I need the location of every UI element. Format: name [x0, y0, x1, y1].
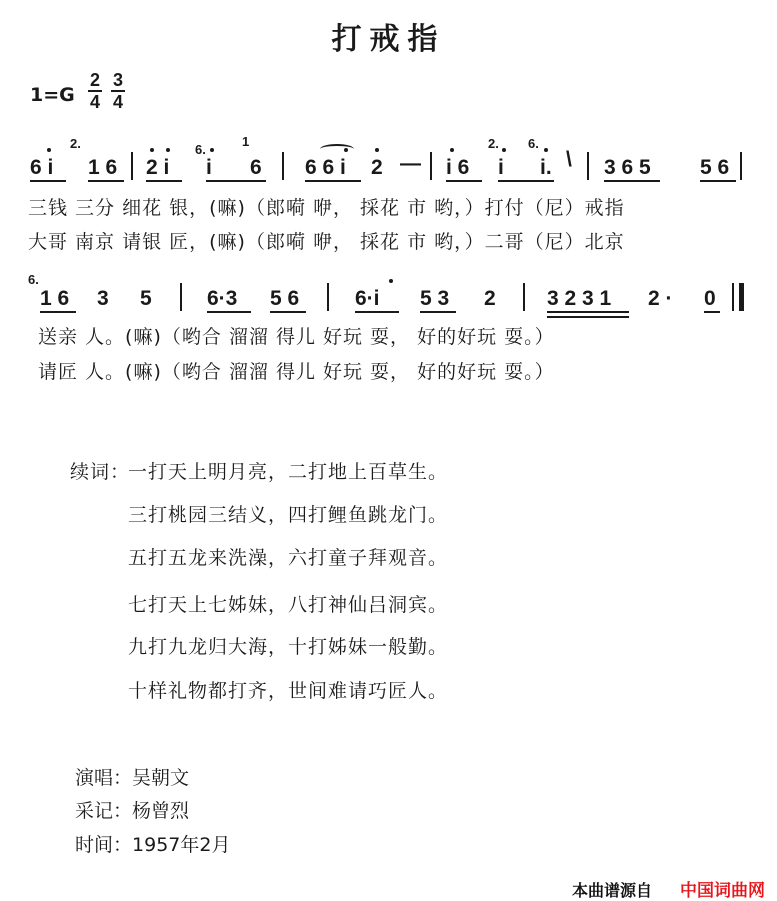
underline	[704, 311, 720, 313]
verse-line: 九打九龙归大海，十打姊妹一般勤。	[128, 636, 449, 658]
underline	[146, 180, 182, 182]
note-group: 6·i	[355, 287, 380, 310]
credit-label: 时间：	[75, 834, 133, 856]
note: i	[498, 156, 504, 179]
underline	[498, 180, 554, 182]
credit-singer	[75, 763, 189, 790]
credit-value: 杨曾烈	[132, 800, 190, 822]
time-signature-3-4	[111, 70, 125, 112]
underline	[355, 311, 399, 313]
grace-note: 6.	[195, 142, 206, 157]
note-group: 6 i	[30, 156, 54, 179]
note: i	[206, 156, 212, 179]
barline	[327, 283, 329, 311]
time-signature-2-4	[88, 70, 102, 112]
note-group: 1 6	[40, 287, 70, 310]
note-group: 3 6 5	[604, 156, 651, 179]
note: i.	[540, 156, 552, 179]
barline	[523, 283, 525, 311]
credit-value: 吴朝文	[132, 767, 190, 789]
verse-line: 七打天上七姊妹，八打神仙吕洞宾。	[128, 594, 449, 616]
note-group: 1 6	[88, 156, 118, 179]
note-group: 3 2 3 1	[547, 287, 612, 310]
underline	[40, 311, 76, 313]
barline	[180, 283, 182, 311]
lyrics-line-1: 三钱 三分 细花 银，(嘛)（郎嗬 咿， 採花 市 哟，）打付（尼）戒指	[28, 197, 625, 219]
barline	[587, 152, 589, 180]
note: 0	[704, 287, 716, 310]
verse-line: 一打天上明月亮，二打地上百草生。	[128, 461, 449, 483]
verses-label: 续词：	[70, 461, 131, 483]
lyrics-line-2: 请匠 人。(嘛)（哟合 溜溜 得儿 好玩 耍， 好的好玩 耍。）	[38, 361, 555, 383]
time-sig-denominator: 4	[89, 92, 100, 112]
octave-dot	[210, 148, 214, 152]
octave-dot	[375, 148, 379, 152]
note-group: 5 3	[420, 287, 450, 310]
octave-dot	[502, 148, 506, 152]
credit-label: 演唱：	[75, 767, 133, 789]
lyrics-line-2: 大哥 南京 请银 匠，(嘛)（郎嗬 咿， 採花 市 哟，）二哥（尼）北京	[28, 231, 625, 253]
credit-label: 采记：	[75, 800, 133, 822]
tie-arc	[320, 144, 354, 154]
underline	[206, 180, 266, 182]
grace-note: 6.	[28, 272, 39, 287]
double-underline	[547, 316, 629, 318]
lyrics-line-1: 送亲 人。(嘛)（哟合 溜溜 得儿 好玩 耍， 好的好玩 耍。）	[38, 326, 555, 348]
barline	[131, 152, 133, 180]
underline	[700, 180, 736, 182]
note-group: 2 ·	[648, 287, 673, 310]
note-group: 5 6	[700, 156, 730, 179]
dash: —	[400, 152, 421, 175]
final-barline-thin	[732, 283, 734, 311]
verse-line: 三打桃园三结义，四打鲤鱼跳龙门。	[128, 504, 449, 526]
octave-dot	[47, 148, 51, 152]
credit-recorder	[75, 796, 189, 823]
note: 2	[484, 287, 496, 310]
octave-dot	[450, 148, 454, 152]
grace-note: 2.	[488, 136, 499, 151]
verse-line: 十样礼物都打齐，世间难请巧匠人。	[128, 680, 449, 702]
underline	[30, 180, 66, 182]
barline	[740, 152, 742, 180]
time-sig-denominator: 4	[112, 92, 123, 112]
octave-dot	[150, 148, 154, 152]
note: 3	[97, 287, 109, 310]
note-group: 6 6 i	[305, 156, 346, 179]
barline	[282, 152, 284, 180]
underline	[604, 180, 660, 182]
underline	[305, 180, 361, 182]
time-sig-numerator: 3	[112, 70, 123, 90]
grace-note: 1	[242, 134, 250, 149]
note: 2	[371, 156, 383, 179]
underline	[420, 311, 456, 313]
final-barline-thick	[739, 283, 744, 311]
octave-dot	[166, 148, 170, 152]
underline	[207, 311, 251, 313]
grace-note: 2.	[70, 136, 81, 151]
slide-mark: \	[566, 148, 572, 171]
underline	[446, 180, 482, 182]
octave-dot	[344, 148, 348, 152]
source-caption: 本曲谱源自	[572, 881, 653, 900]
time-sig-numerator: 2	[89, 70, 100, 90]
note-group: 2 i	[146, 156, 170, 179]
credit-date	[75, 830, 230, 857]
octave-dot	[544, 148, 548, 152]
note: 5	[140, 287, 152, 310]
verse-line: 五打五龙来洗澡，六打童子拜观音。	[128, 547, 449, 569]
barline	[430, 152, 432, 180]
grace-note: 6.	[528, 136, 539, 151]
underline	[270, 311, 306, 313]
underline	[547, 311, 629, 313]
key-signature: 1=G	[30, 84, 75, 106]
note: 6	[250, 156, 262, 179]
note-group: 5 6	[270, 287, 300, 310]
note-group: 6·3	[207, 287, 238, 310]
credit-value: 1957年2月	[132, 834, 231, 856]
octave-dot	[389, 279, 393, 283]
site-watermark[interactable]: 中国词曲网	[680, 881, 765, 901]
song-title: 打戒指	[331, 22, 446, 57]
note-group: i 6	[446, 156, 470, 179]
underline	[88, 180, 124, 182]
